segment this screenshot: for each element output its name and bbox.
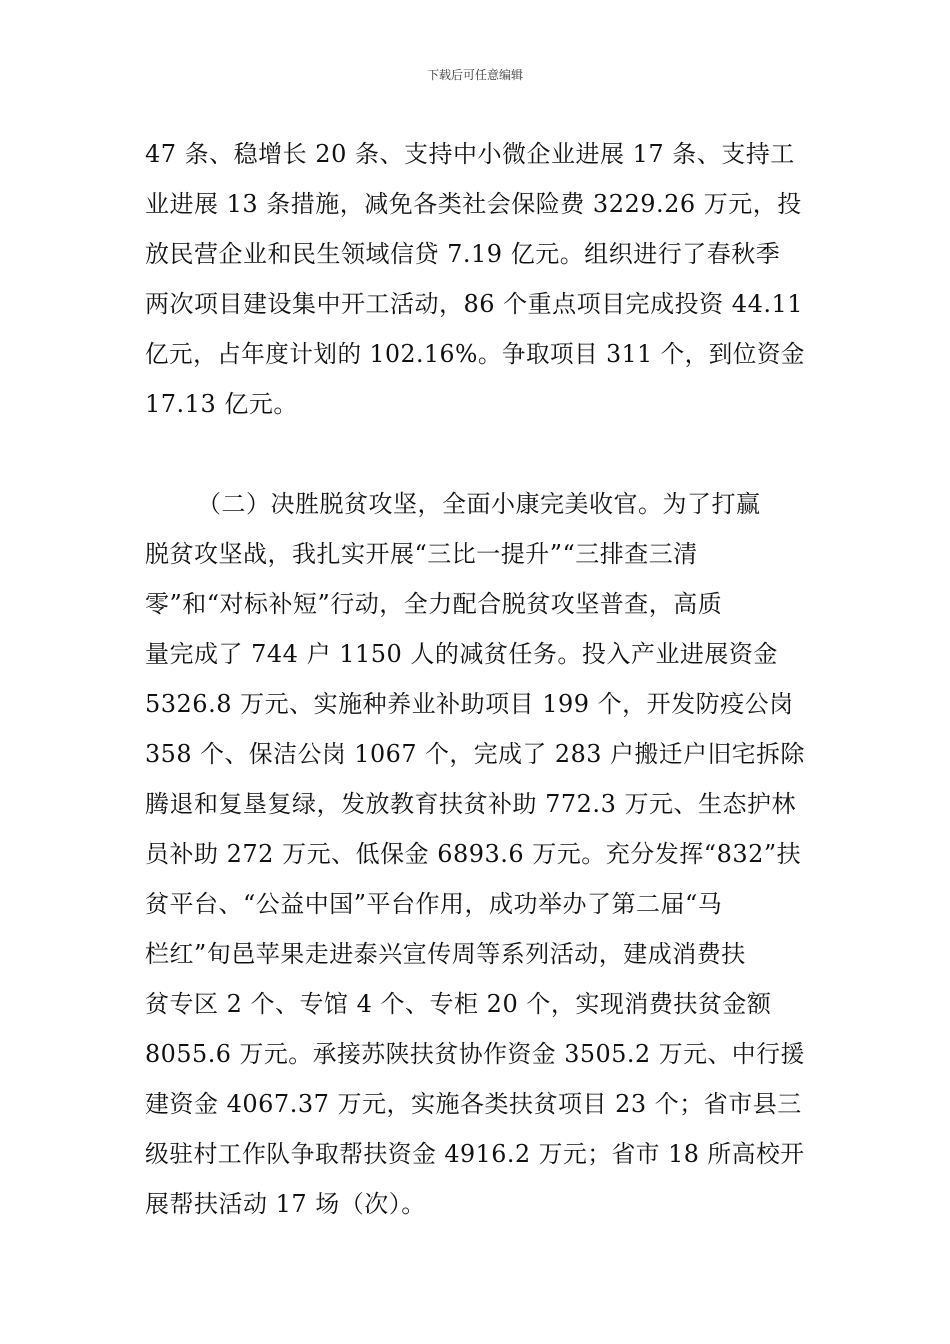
text-line: 建资金 4067.37 万元，实施各类扶贫项目 23 个；省市县三 — [145, 1090, 802, 1118]
text-line: 腾退和复垦复绿，发放教育扶贫补助 772.3 万元、生态护林 — [145, 790, 796, 818]
text-line: 47 条、稳增长 20 条、支持中小微企业进展 17 条、支持工 — [145, 140, 795, 168]
text-line: 栏红”旬邑苹果走进泰兴宣传周等系列活动，建成消费扶 — [145, 940, 746, 968]
page-header: 下载后可任意编辑 — [426, 68, 523, 82]
text-line: 脱贫攻坚战，我扎实开展“三比一提升”“三排查三清 — [145, 540, 698, 568]
text-line: （二）决胜脱贫攻坚，全面小康完美收官。为了打赢 — [197, 490, 761, 518]
text-line: 5326.8 万元、实施种养业补助项目 199 个，开发防疫公岗 — [145, 690, 794, 718]
text-line: 17.13 亿元。 — [145, 390, 298, 418]
text-line: 放民营企业和民生领域信贷 7.19 亿元。组织进行了春秋季 — [145, 240, 781, 268]
text-line: 量完成了 744 户 1150 人的减贫任务。投入产业进展资金 — [145, 640, 778, 668]
text-line: 亿元，占年度计划的 102.16%。争取项目 311 个，到位资金 — [145, 340, 805, 368]
text-line: 8055.6 万元。承接苏陕扶贫协作资金 3505.2 万元、中行援 — [145, 1040, 805, 1068]
text-line: 贫平台、“公益中国”平台作用，成功举办了第二届“马 — [145, 890, 723, 918]
text-line: 358 个、保洁公岗 1067 个，完成了 283 户搬迁户旧宅拆除 — [145, 740, 805, 768]
text-line: 级驻村工作队争取帮扶资金 4916.2 万元；省市 18 所高校开 — [145, 1140, 805, 1168]
text-line: 两次项目建设集中开工活动，86 个重点项目完成投资 44.11 — [145, 290, 804, 318]
text-line: 员补助 272 万元、低保金 6893.6 万元。充分发挥“832”扶 — [145, 840, 802, 868]
text-line: 贫专区 2 个、专馆 4 个、专柜 20 个，实现消费扶贫金额 — [145, 990, 772, 1018]
text-line: 业进展 13 条措施，减免各类社会保险费 3229.26 万元，投 — [145, 190, 802, 218]
text-line: 零”和“对标补短”行动，全力配合脱贫攻坚普查，高质 — [145, 590, 723, 618]
text-line: 展帮扶活动 17 场（次）。 — [145, 1190, 426, 1218]
